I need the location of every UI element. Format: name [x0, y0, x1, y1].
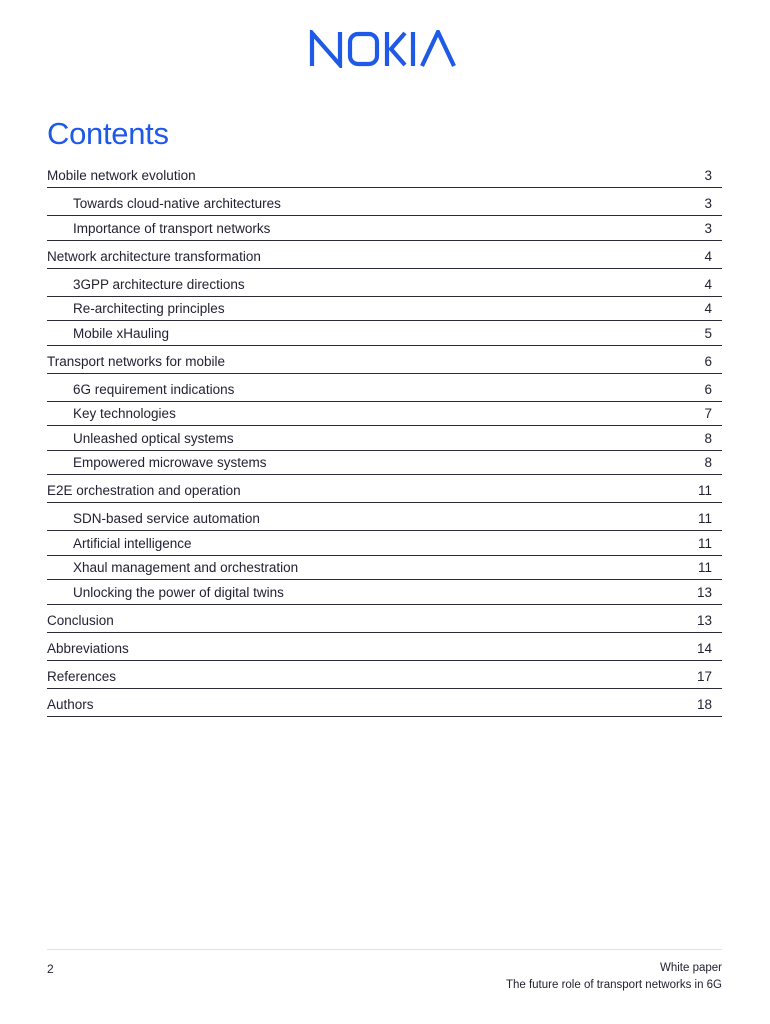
toc-entry-label: Key technologies: [73, 406, 176, 421]
toc-entry-label: Conclusion: [47, 612, 114, 628]
toc-subsection-entry[interactable]: [47, 374, 722, 402]
toc-entry-label: Transport networks for mobile: [47, 353, 226, 369]
toc-subsection-entry[interactable]: [47, 531, 722, 556]
toc-entry-page: 14: [696, 640, 712, 656]
toc-subsection-entry[interactable]: [47, 321, 722, 346]
toc-entry-label: Empowered microwave systems: [73, 455, 267, 470]
table-of-contents: [47, 160, 722, 717]
toc-section-entry[interactable]: [47, 475, 722, 503]
toc-section-entry[interactable]: [47, 633, 722, 661]
toc-section-entry[interactable]: [47, 689, 722, 717]
footer-doc-type: White paper: [659, 962, 722, 974]
toc-entry-page: 4: [704, 248, 712, 264]
toc-subsection-entry[interactable]: [47, 556, 722, 581]
toc-entry-page: 3: [704, 168, 712, 183]
toc-subsection-entry[interactable]: [47, 188, 722, 216]
toc-entry-page: 13: [696, 584, 712, 600]
toc-entry-label: Mobile xHauling: [73, 325, 170, 341]
toc-entry-label: Unleashed optical systems: [73, 430, 234, 446]
toc-entry-page: 5: [704, 325, 712, 341]
toc-section-entry[interactable]: [47, 241, 722, 269]
toc-entry-label: SDN-based service automation: [73, 511, 260, 526]
toc-entry-label: Xhaul management and orchestration: [73, 560, 299, 575]
toc-entry-label: Unlocking the power of digital twins: [73, 584, 284, 600]
toc-entry-label: Network architecture transformation: [47, 248, 261, 264]
toc-entry-label: E2E orchestration and operation: [47, 483, 241, 498]
toc-entry-page: 6: [704, 353, 712, 369]
footer-document-info: [506, 960, 722, 994]
page-title: Contents: [47, 116, 169, 151]
toc-entry-label: Abbreviations: [47, 640, 129, 656]
toc-entry-page: 7: [704, 406, 712, 421]
toc-subsection-entry[interactable]: [47, 269, 722, 297]
nokia-logo: [309, 30, 459, 68]
toc-entry-page: 8: [704, 430, 712, 446]
toc-entry-page: 11: [697, 560, 712, 575]
toc-subsection-entry[interactable]: [47, 503, 722, 531]
toc-entry-page: 17: [696, 668, 712, 684]
toc-entry-page: 6: [704, 381, 712, 397]
footer-doc-title: The future role of transport networks in 6G: [505, 979, 722, 991]
toc-entry-label: 6G requirement indications: [73, 381, 235, 397]
toc-entry-page: 18: [696, 696, 712, 712]
toc-section-entry[interactable]: [47, 605, 722, 633]
toc-entry-label: Authors: [47, 696, 94, 712]
toc-entry-page: 4: [704, 301, 712, 316]
toc-entry-page: 3: [704, 220, 712, 236]
toc-entry-label: Re-architecting principles: [73, 301, 225, 316]
toc-entry-page: 3: [704, 196, 712, 211]
toc-subsection-entry[interactable]: [47, 216, 722, 241]
toc-section-entry[interactable]: [47, 661, 722, 689]
toc-entry-page: 4: [704, 276, 712, 292]
toc-subsection-entry[interactable]: [47, 580, 722, 605]
footer-page-number: 2: [47, 962, 54, 976]
toc-entry-page: 8: [704, 455, 712, 470]
toc-section-entry[interactable]: [47, 160, 722, 188]
toc-entry-page: 13: [696, 612, 712, 628]
toc-entry-label: Artificial intelligence: [73, 535, 192, 551]
toc-subsection-entry[interactable]: [47, 297, 722, 322]
toc-entry-label: Importance of transport networks: [73, 220, 271, 236]
footer-divider: [47, 949, 722, 950]
toc-subsection-entry[interactable]: [47, 402, 722, 427]
toc-entry-label: Mobile network evolution: [47, 168, 196, 183]
toc-section-entry[interactable]: [47, 346, 722, 374]
toc-entry-page: 11: [697, 511, 712, 526]
toc-entry-page: 11: [697, 483, 712, 498]
toc-entry-label: 3GPP architecture directions: [73, 276, 245, 292]
toc-subsection-entry[interactable]: [47, 426, 722, 451]
toc-subsection-entry[interactable]: [47, 451, 722, 476]
toc-entry-label: References: [47, 668, 117, 684]
nokia-logo-mark: [309, 30, 459, 68]
toc-entry-label: Towards cloud-native architectures: [73, 196, 281, 211]
toc-entry-page: 11: [697, 535, 712, 551]
